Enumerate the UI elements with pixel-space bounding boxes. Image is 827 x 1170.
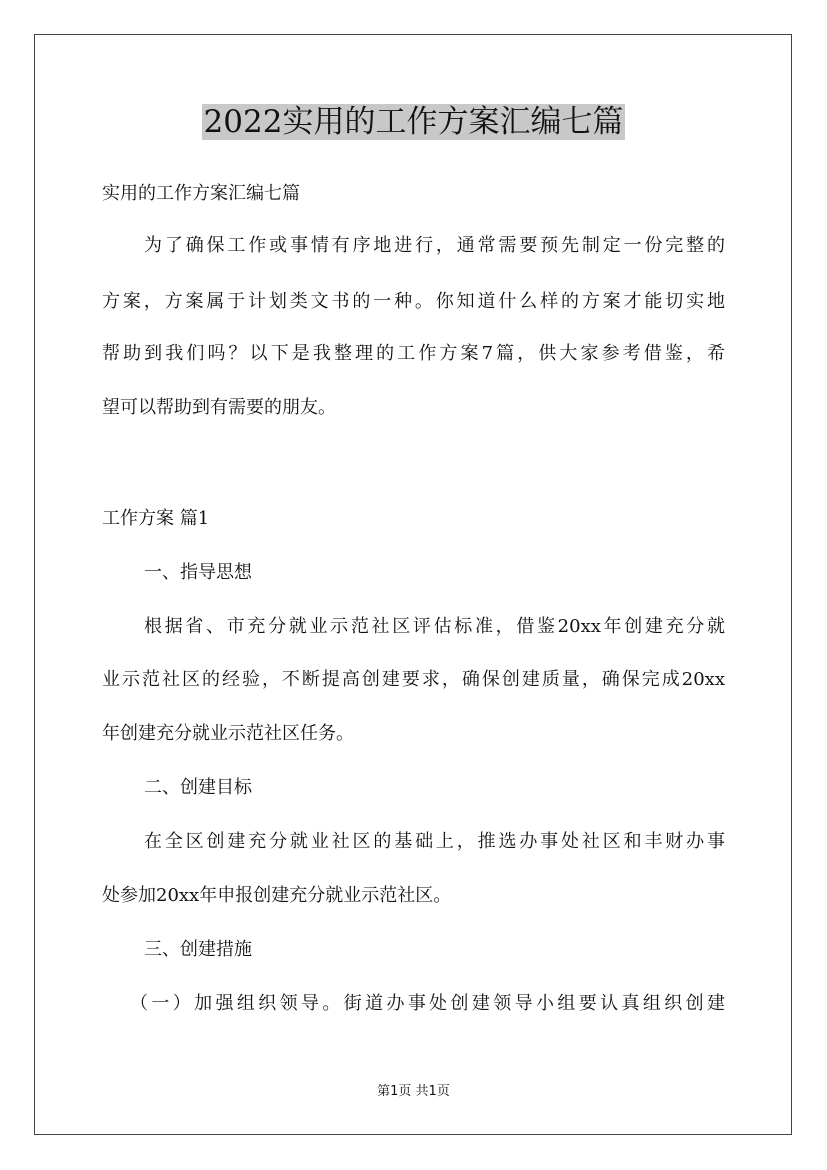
para-1-line-1: 根据省、市充分就业示范社区评估标准，借鉴20xx年创建充分就: [144, 616, 725, 637]
heading-goals: 二、创建目标: [144, 777, 252, 798]
document-title-text: 2022实用的工作方案汇编七篇: [203, 104, 624, 140]
para-3-line-1: （一）加强组织领导。街道办事处创建领导小组要认真组织创建: [130, 993, 725, 1014]
intro-line-1: 为了确保工作或事情有序地进行，通常需要预先制定一份完整的: [144, 235, 725, 256]
para-1-line-2: 业示范社区的经验，不断提高创建要求，确保创建质量，确保完成20xx: [102, 669, 725, 690]
section-heading: 工作方案 篇1: [102, 508, 210, 529]
document-subtitle: 实用的工作方案汇编七篇: [102, 183, 300, 204]
intro-line-2: 方案，方案属于计划类文书的一种。你知道什么样的方案才能切实地: [102, 291, 725, 312]
intro-line-3: 帮助到我们吗？以下是我整理的工作方案7篇，供大家参考借鉴，希: [102, 343, 725, 364]
document-title: [0, 100, 827, 144]
para-2-line-1: 在全区创建充分就业社区的基础上，推选办事处社区和丰财办事: [144, 831, 725, 852]
heading-measures: 三、创建措施: [144, 939, 252, 960]
intro-line-4: 望可以帮助到有需要的朋友。: [102, 397, 336, 418]
heading-guiding-ideology: 一、指导思想: [144, 562, 252, 583]
para-2-line-2: 处参加20xx年申报创建充分就业示范社区。: [102, 885, 452, 906]
para-1-line-3: 年创建充分就业示范社区任务。: [102, 723, 354, 744]
page-footer: 第1页 共1页: [377, 1084, 450, 1099]
